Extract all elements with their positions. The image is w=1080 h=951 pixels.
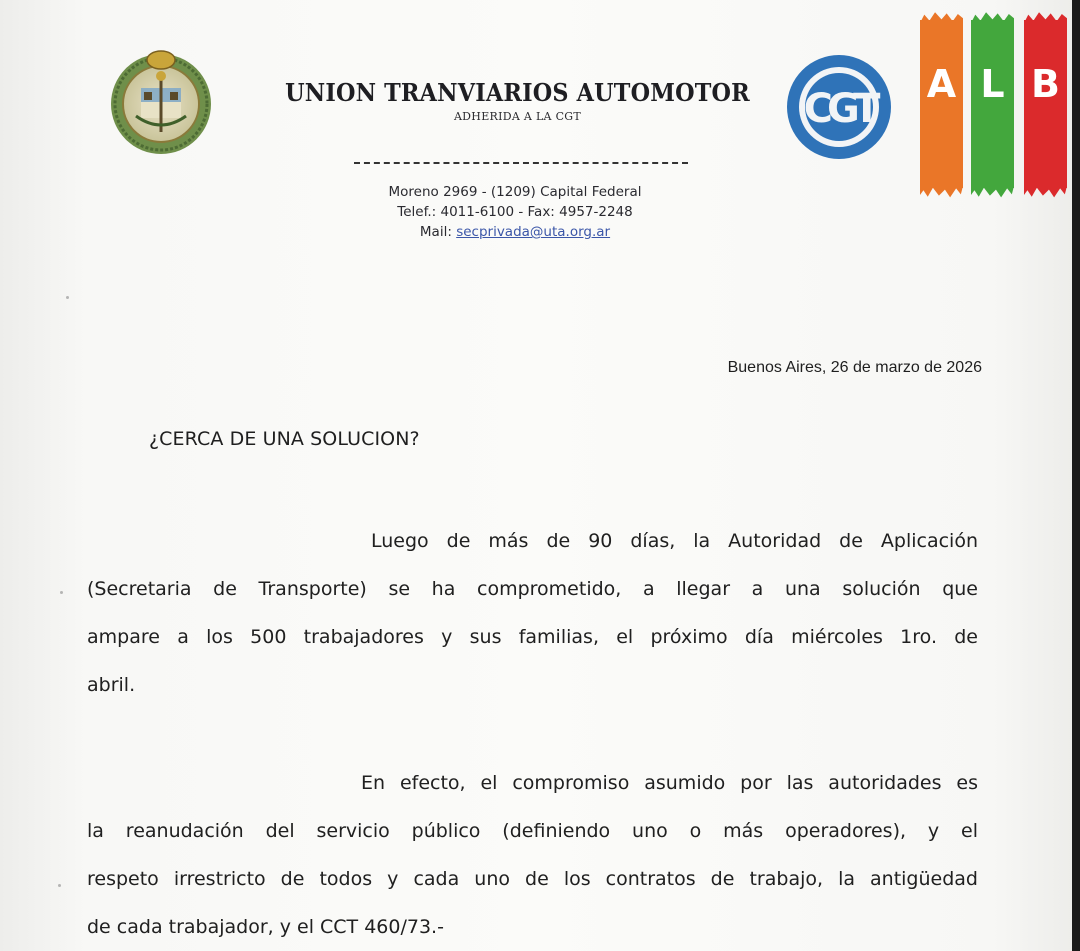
mail-line: [340, 224, 690, 240]
cgt-logo-text: CGT: [803, 86, 875, 132]
organization-subtitle: ADHERIDA A LA CGT: [453, 110, 582, 123]
organization-name: UNION TRANVIARIOS AUTOMOTOR: [285, 78, 750, 107]
alb-letter-b: B: [1031, 62, 1060, 106]
paragraph-2-line: la reanudación del servicio público (definiendo uno o más operadores), y el: [87, 820, 978, 842]
alb-letter-l: L: [980, 62, 1005, 106]
paper-speck: [60, 591, 63, 594]
paper-speck: [66, 296, 69, 299]
cgt-logo-icon: [786, 54, 892, 160]
mail-link[interactable]: secprivada@uta.org.ar: [456, 224, 611, 240]
paragraph-1-line: (Secretaria de Transporte) se ha comprometido, a llegar a una solución que: [87, 578, 978, 600]
paragraph-1-line: Luego de más de 90 días, la Autoridad de Aplicación: [371, 530, 978, 552]
letter-date: Buenos Aires, 26 de marzo de 2026: [727, 359, 982, 376]
paragraph-1-line: ampare a los 500 trabajadores y sus familias, el próximo día miércoles 1ro. de: [87, 626, 978, 648]
address-line: Moreno 2969 - (1209) Capital Federal: [388, 184, 642, 200]
paragraph-2-line: respeto irrestricto de todos y cada uno de los contratos de trabajo, la antigüedad: [87, 868, 978, 890]
union-seal-icon: [108, 46, 214, 156]
letter-heading: ¿CERCA DE UNA SOLUCION?: [149, 428, 420, 450]
phone-line: Telef.: 4011-6100 - Fax: 4957-2248: [397, 204, 633, 220]
paragraph-1: [87, 517, 978, 709]
paragraph-2: [87, 759, 978, 951]
paragraph-2-line: de cada trabajador, y el CCT 460/73.-: [87, 916, 444, 938]
alb-brand-logo: [918, 8, 1070, 192]
alb-letter-a: A: [926, 62, 957, 106]
page-edge: [1072, 0, 1080, 951]
paper-speck: [58, 884, 61, 887]
paragraph-2-line: En efecto, el compromiso asumido por las autoridades es: [361, 772, 978, 794]
header-divider: [354, 162, 688, 164]
mail-label: Mail:: [419, 224, 452, 240]
paragraph-1-line: abril.: [87, 674, 136, 696]
